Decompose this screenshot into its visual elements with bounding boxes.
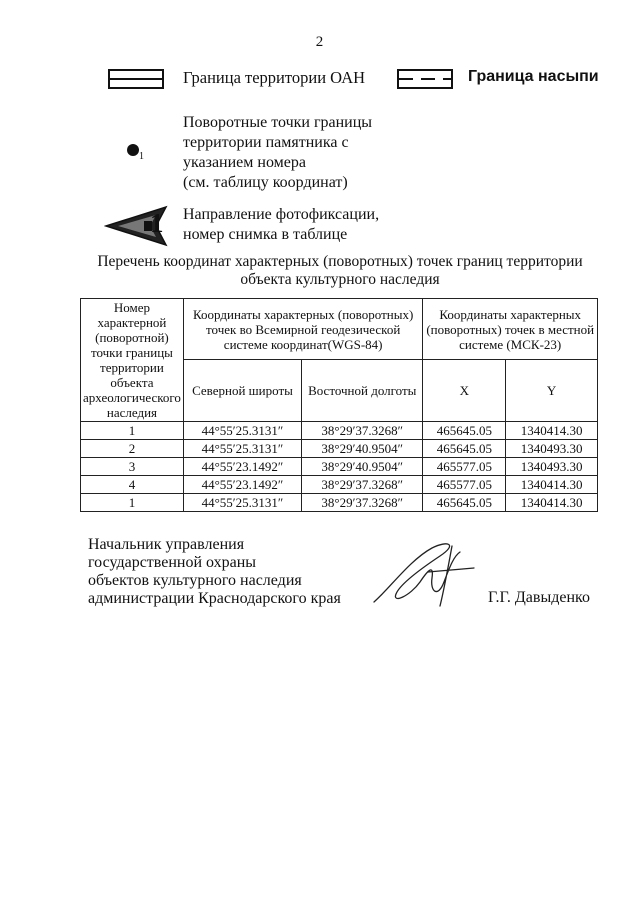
signatory-name: Г.Г. Давыденко (488, 589, 590, 606)
cell-point: 2 (81, 440, 184, 458)
fill-boundary-label: Граница насыпи (468, 68, 599, 85)
cell-lon: 38°29′40.9504″ (302, 458, 423, 476)
cell-y: 1340414.30 (506, 422, 598, 440)
cell-x: 465645.05 (423, 440, 506, 458)
position-line: объектов культурного наследия (88, 572, 302, 589)
cell-x: 465645.05 (423, 494, 506, 512)
cell-point: 1 (81, 494, 184, 512)
photo-number: 1 (150, 208, 164, 238)
cell-lat: 44°55′25.3131″ (183, 440, 301, 458)
cell-lat: 44°55′23.1492″ (183, 476, 301, 494)
cell-y: 1340493.30 (506, 440, 598, 458)
page-number: 2 (315, 34, 324, 50)
oan-boundary-label: Граница территории ОАН (183, 68, 366, 87)
table-row (81, 440, 598, 458)
subheader-longitude: Восточной долготы (302, 360, 423, 422)
cell-x: 465645.05 (423, 422, 506, 440)
caption-line: объекта культурного наследия (240, 271, 440, 288)
position-line: государственной охраны (88, 554, 257, 571)
header-wgs84: Координаты характерных (поворотных) точек во Всемирной геодезической системе координат(WGS-84) (183, 299, 423, 360)
cell-y: 1340414.30 (506, 494, 598, 512)
cell-y: 1340493.30 (506, 458, 598, 476)
subheader-latitude: Северной широты (183, 360, 301, 422)
subheader-x: X (423, 360, 506, 422)
table-caption (80, 253, 600, 289)
photo-direction-description (183, 205, 379, 245)
position-line: администрации Краснодарского края (88, 590, 341, 607)
photo-direction-line: Направление фотофиксации, (183, 206, 380, 223)
table-row (81, 494, 598, 512)
cell-lon: 38°29′40.9504″ (302, 440, 423, 458)
table-row (81, 476, 598, 494)
photo-direction-arrow-icon (104, 205, 174, 247)
cell-lat: 44°55′23.1492″ (183, 458, 301, 476)
oan-boundary-symbol (108, 69, 164, 89)
header-msk23: Координаты характерных (поворотных) точек в местной системе (МСК-23) (423, 299, 598, 360)
cell-lon: 38°29′37.3268″ (302, 494, 423, 512)
caption-line: Перечень координат характерных (поворотных) точек границ территории (97, 253, 583, 270)
header-point-number: Номер характерной (поворотной) точки границы территории объекта археологического наследия (81, 299, 184, 422)
cell-lon: 38°29′37.3268″ (302, 476, 423, 494)
turn-point-dot-icon (127, 144, 139, 156)
cell-lat: 44°55′25.3131″ (183, 494, 301, 512)
cell-x: 465577.05 (423, 476, 506, 494)
cell-y: 1340414.30 (506, 476, 598, 494)
cell-lat: 44°55′25.3131″ (183, 422, 301, 440)
cell-point: 3 (81, 458, 184, 476)
signatory-position (88, 536, 341, 608)
fill-boundary-symbol (397, 69, 453, 89)
table-row (81, 422, 598, 440)
coordinates-table (80, 298, 598, 512)
handwritten-signature-icon (370, 538, 480, 610)
turn-points-description (183, 113, 372, 193)
turn-points-line: Поворотные точки границы (183, 114, 373, 131)
subheader-y: Y (506, 360, 598, 422)
cell-lon: 38°29′37.3268″ (302, 422, 423, 440)
turn-points-line: территории памятника с (183, 134, 349, 151)
turn-points-line: (см. таблицу координат) (183, 174, 348, 191)
position-line: Начальник управления (88, 536, 245, 553)
turn-points-line: указанием номера (183, 154, 306, 171)
cell-point: 4 (81, 476, 184, 494)
cell-x: 465577.05 (423, 458, 506, 476)
cell-point: 1 (81, 422, 184, 440)
turn-point-number: 1 (139, 151, 144, 162)
photo-direction-line: номер снимка в таблице (183, 226, 348, 243)
table-row (81, 458, 598, 476)
